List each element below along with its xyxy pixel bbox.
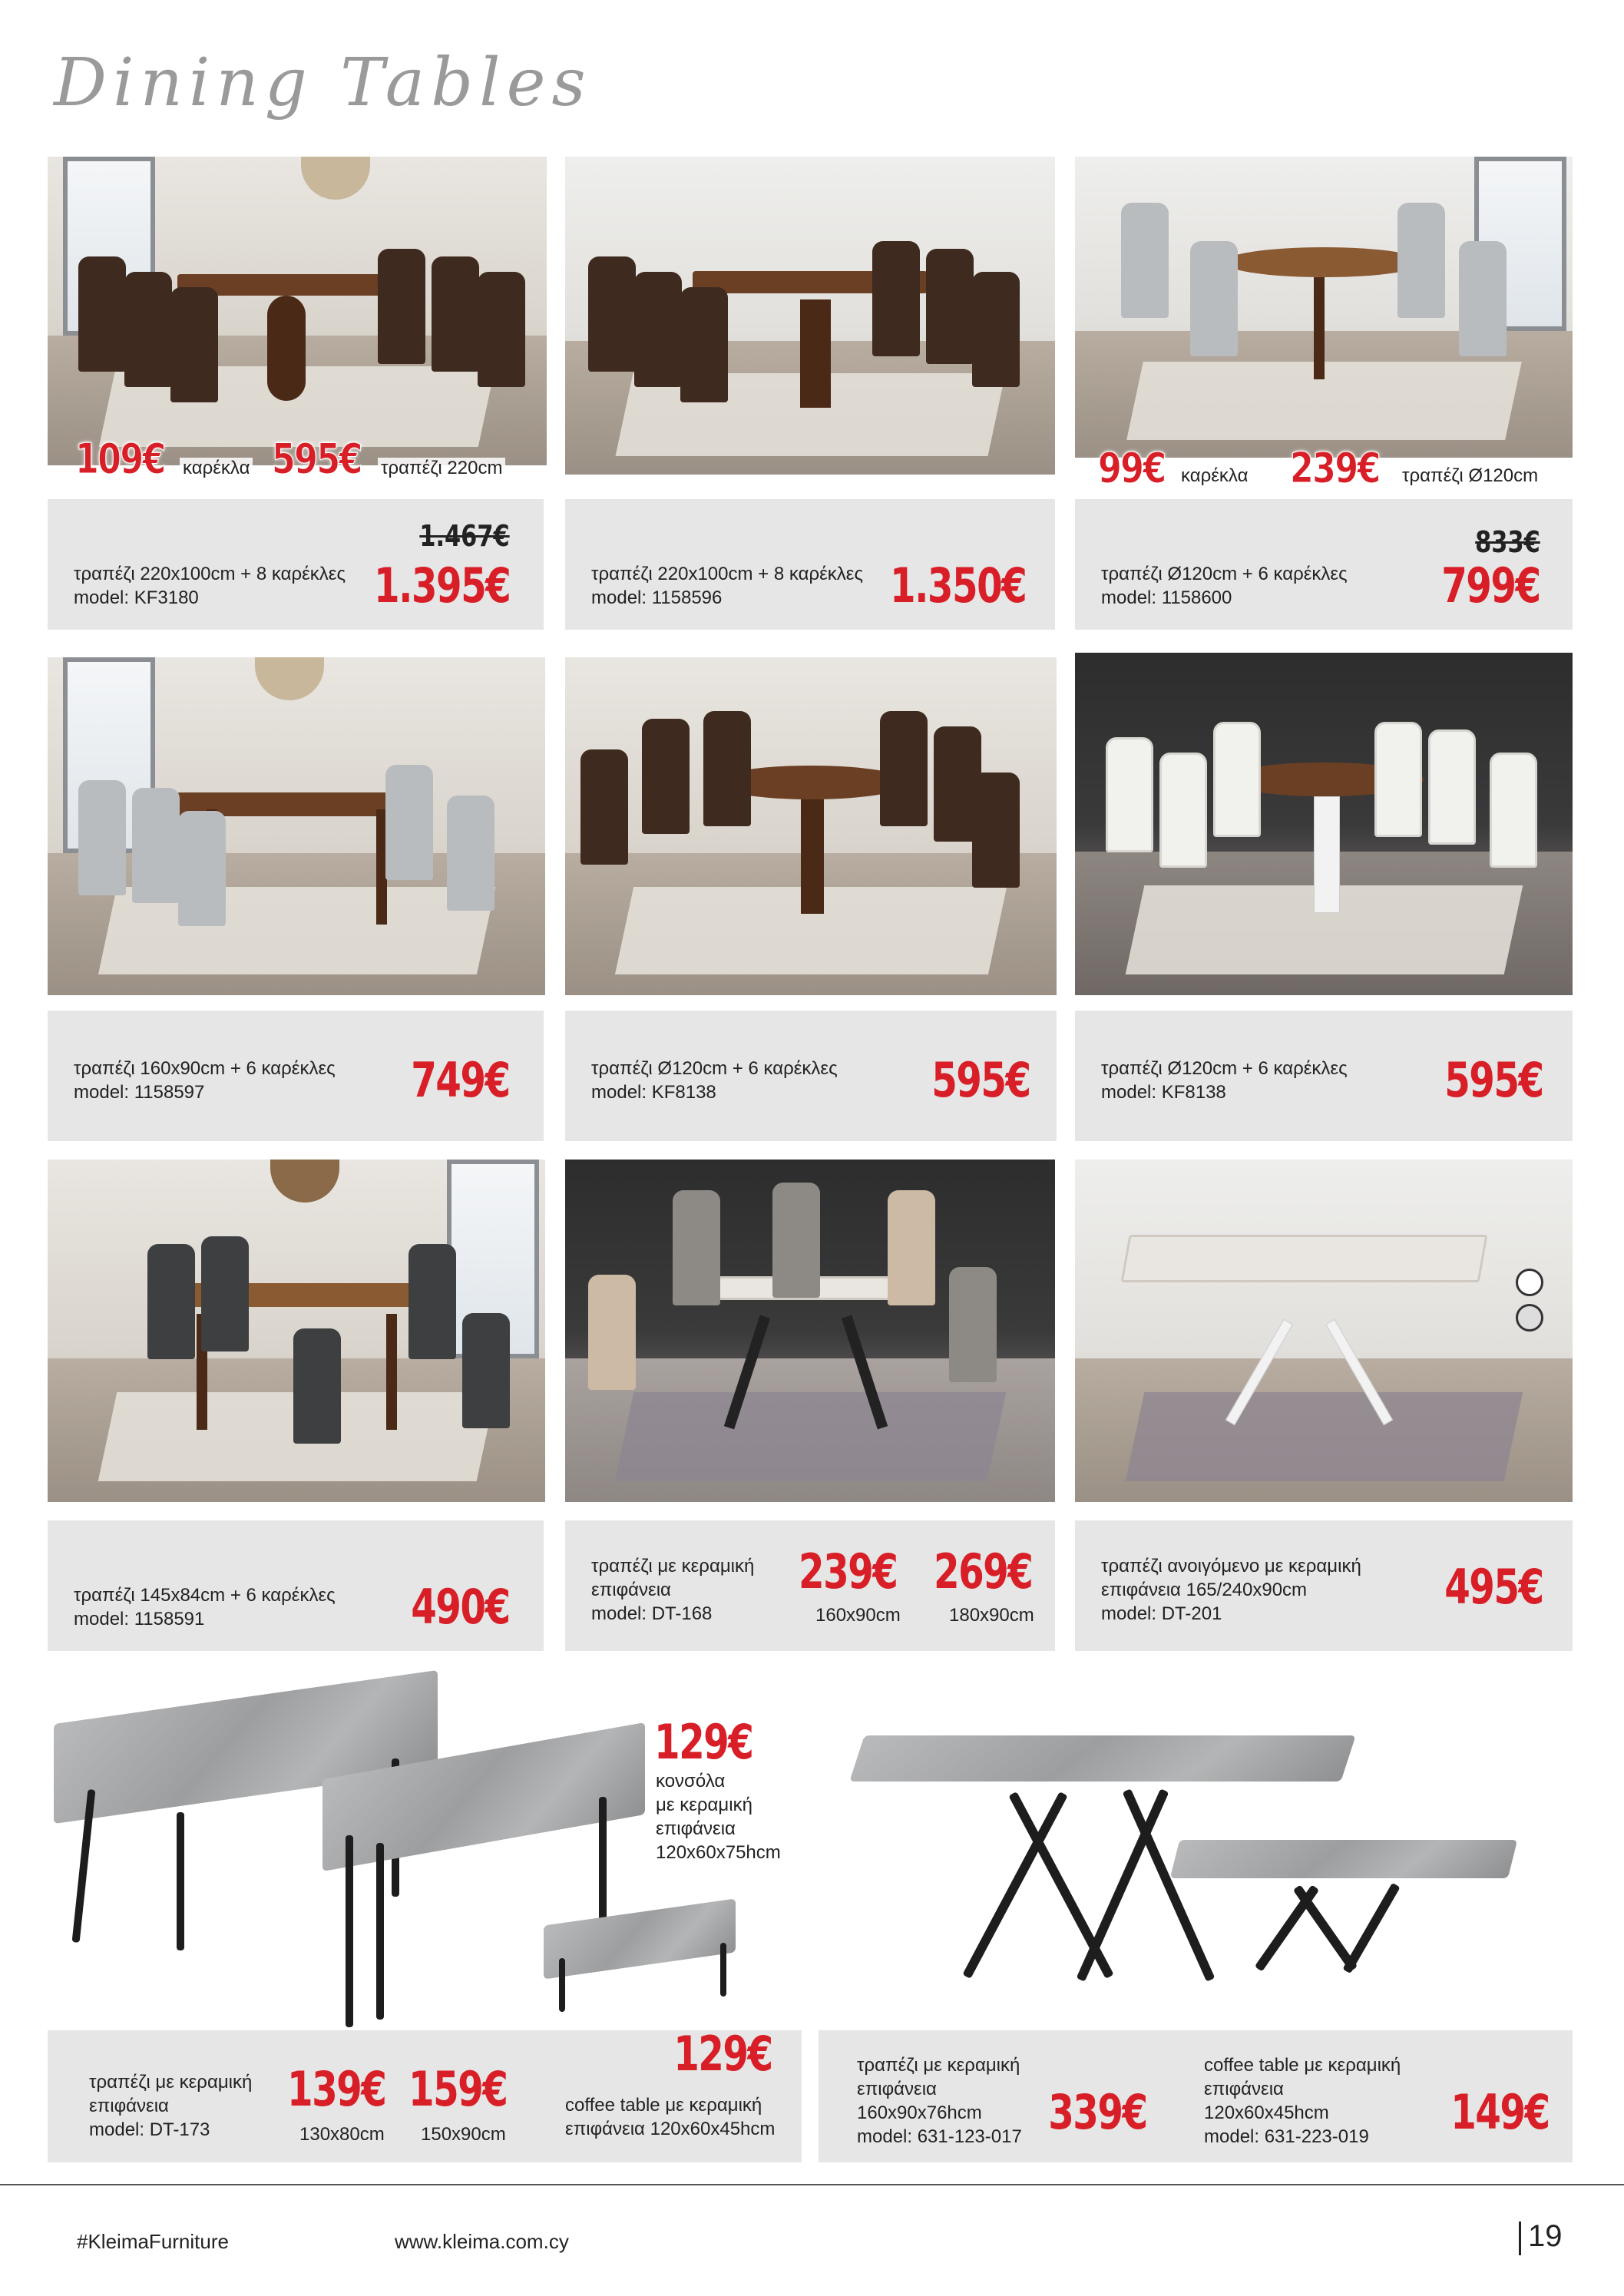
photo-price: 239€ [1290, 444, 1380, 492]
chair [972, 773, 1020, 888]
table-leg [267, 296, 306, 401]
table-leg [177, 1812, 184, 1950]
product-description: τραπέζι με κεραμική επιφάνεια model: DT-168 [591, 1556, 755, 1624]
chair [432, 256, 479, 372]
carousel-dot[interactable] [1516, 1304, 1543, 1332]
old-price: 833€ [1475, 525, 1540, 559]
chair [408, 1244, 456, 1359]
old-price: 1.467€ [419, 519, 510, 553]
chair [926, 249, 974, 364]
table-leg [801, 799, 824, 915]
product-photo-kf3180[interactable] [48, 157, 547, 465]
table [1224, 247, 1423, 277]
rug [1125, 1392, 1522, 1481]
info-box [48, 2026, 802, 2162]
chair [293, 1328, 341, 1444]
website-link[interactable]: www.kleima.com.cy [395, 2230, 569, 2253]
table-leg [1077, 1788, 1169, 1982]
chair [385, 765, 433, 880]
product-photo-1158596[interactable] [565, 157, 1055, 475]
table-leg [962, 1791, 1067, 1979]
chair [680, 287, 728, 402]
photo-price-note: καρέκλα [180, 458, 253, 479]
pendant-lamp [270, 1160, 339, 1203]
price: 749€ [411, 1052, 510, 1108]
chair [1374, 722, 1422, 837]
price: 799€ [1441, 557, 1540, 614]
chair [1213, 722, 1261, 837]
product-cutout-631-223-019[interactable] [1175, 1840, 1513, 1993]
coffee-table-description: coffee table με κεραμική επιφάνεια 120x60x45hcm [565, 2095, 776, 2139]
tabletop [544, 1898, 736, 1979]
price: 490€ [411, 1579, 510, 1635]
table [1120, 1235, 1487, 1282]
product-cutout-coffee-table[interactable] [544, 1897, 743, 2020]
chair [588, 256, 636, 372]
chair [949, 1267, 997, 1382]
chair [673, 1190, 720, 1305]
tabletop [322, 1722, 645, 1871]
pendant-lamp [301, 157, 370, 200]
rug [614, 1392, 1006, 1481]
info-box [1075, 1520, 1573, 1651]
console-price: 129€ [654, 1714, 753, 1770]
photo-price: 99€ [1098, 444, 1166, 492]
chair [1106, 737, 1153, 852]
product-description: τραπέζι Ø120cm + 6 καρέκλες model: 1158600 [1101, 564, 1348, 608]
page-number-divider [1519, 2222, 1521, 2255]
product-description: τραπέζι με κεραμική επιφάνεια 160x90x76hcm model: 631-123-017 [857, 2055, 1022, 2147]
photo-price: 109€ [75, 435, 165, 483]
product-description: τραπέζι 160x90cm + 6 καρέκλες model: 1158597 [74, 1058, 336, 1103]
chair [634, 272, 682, 387]
carousel-dot[interactable] [1516, 1269, 1543, 1296]
table-leg [800, 299, 831, 408]
page-number: 19 [1528, 2219, 1563, 2253]
product-description: τραπέζι 220x100cm + 8 καρέκλες model: KF3180 [74, 564, 346, 608]
chair [1428, 729, 1476, 845]
chair [888, 1190, 935, 1305]
size-small: 130x80cm [299, 2124, 385, 2145]
chair [132, 788, 180, 903]
table-leg [346, 1835, 353, 2027]
chair [478, 272, 525, 387]
info-box [565, 1520, 1055, 1651]
info-box [48, 1520, 544, 1651]
info-box [565, 1011, 1057, 1141]
price-small: 139€ [287, 2061, 386, 2117]
footer-divider [0, 2184, 1624, 2185]
tabletop [849, 1735, 1355, 1782]
page-title: Dining Tables [54, 45, 592, 121]
chair [78, 256, 126, 372]
table-leg [1314, 796, 1340, 913]
chair [178, 811, 226, 926]
info-box [565, 499, 1055, 630]
chair [703, 711, 751, 826]
pendant-lamp [255, 657, 324, 700]
chair [1121, 203, 1169, 318]
product-description: τραπέζι ανοιγόμενο με κεραμική επιφάνεια 165/240x90cm model: DT-201 [1101, 1556, 1361, 1624]
tabletop [1170, 1840, 1517, 1878]
chair [1190, 241, 1238, 356]
size-large: 150x90cm [421, 2124, 506, 2145]
product-description: τραπέζι 220x100cm + 8 καρέκλες model: 1158596 [591, 564, 864, 608]
info-box [48, 1011, 544, 1141]
product-description: τραπέζι Ø120cm + 6 καρέκλες model: KF8138 [1101, 1058, 1348, 1103]
photo-price-note: τραπέζι Ø120cm [1399, 465, 1541, 487]
chair [880, 711, 928, 826]
chair [1490, 753, 1537, 868]
chair [78, 780, 126, 895]
price: 495€ [1444, 1559, 1543, 1615]
chair [201, 1236, 249, 1351]
price: 339€ [1048, 2084, 1147, 2140]
hashtag: #KleimaFurniture [77, 2230, 229, 2253]
coffee-table-price: 129€ [673, 2026, 772, 2082]
product-photo-kf8138-white[interactable] [1075, 653, 1573, 995]
chair [1397, 203, 1445, 318]
table-leg [1342, 1883, 1400, 1974]
chair [147, 1244, 195, 1359]
info-box [48, 499, 544, 630]
chair [642, 719, 690, 834]
photo-price: 595€ [272, 435, 362, 483]
chair [588, 1275, 636, 1390]
product-description: τραπέζι 145x84cm + 6 καρέκλες model: 1158591 [74, 1585, 336, 1629]
chair [378, 249, 425, 364]
price-large: 269€ [934, 1543, 1033, 1600]
product-photo-1158591[interactable] [48, 1160, 545, 1502]
coffee-table-description: coffee table με κεραμική επιφάνεια 120x60x45hcm model: 631-223-019 [1204, 2055, 1401, 2147]
price: 595€ [931, 1052, 1030, 1108]
chair [447, 796, 494, 911]
price: 1.395€ [373, 557, 510, 614]
table-leg [386, 1314, 397, 1431]
chair [462, 1313, 510, 1428]
chair [170, 287, 218, 402]
chair [972, 272, 1020, 387]
price-small: 239€ [799, 1543, 898, 1600]
product-description: τραπέζι Ø120cm + 6 καρέκλες model: KF8138 [591, 1058, 838, 1103]
price: 595€ [1444, 1052, 1543, 1108]
chair [1459, 241, 1507, 356]
table-leg [376, 1843, 384, 2020]
price-large: 159€ [408, 2061, 508, 2117]
chair [1159, 753, 1207, 868]
product-photo-kf8138[interactable] [565, 657, 1057, 995]
info-box [1075, 499, 1573, 630]
table-leg [720, 1943, 726, 1997]
chair [872, 241, 920, 356]
size-large: 180x90cm [949, 1605, 1034, 1626]
coffee-table-price: 149€ [1450, 2084, 1550, 2140]
chair [772, 1183, 820, 1298]
product-photo-dt-201[interactable] [1075, 1160, 1573, 1502]
console-description: κονσόλα με κεραμική επιφάνεια 120x60x75hcm [656, 1771, 781, 1863]
chair [124, 272, 172, 387]
price: 1.350€ [889, 557, 1026, 614]
photo-price-note: καρέκλα [1178, 465, 1251, 487]
size-small: 160x90cm [815, 1605, 901, 1626]
product-photo-dt-168[interactable] [565, 1160, 1055, 1502]
product-photo-1158600[interactable] [1075, 157, 1573, 458]
table-leg [1314, 277, 1325, 379]
product-photo-1158597[interactable] [48, 657, 545, 995]
info-box [819, 2030, 1573, 2162]
chair [580, 749, 628, 865]
photo-price-note: τραπέζι 220cm [378, 458, 505, 479]
table-leg [559, 1958, 565, 2012]
product-description: τραπέζι με κεραμική επιφάνεια model: DT-173 [89, 2072, 253, 2140]
info-box [1075, 1011, 1573, 1141]
